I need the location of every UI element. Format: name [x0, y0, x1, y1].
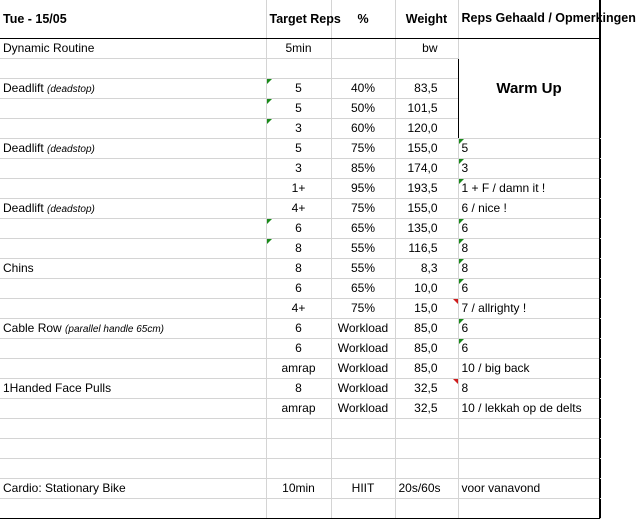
weight-cell[interactable]: [395, 418, 458, 438]
weight-cell[interactable]: [395, 238, 458, 258]
percent-cell[interactable]: [331, 238, 395, 258]
weight-cell-value: 116,5: [408, 241, 438, 256]
table-row: [0, 238, 600, 258]
exercise-cell[interactable]: [0, 398, 266, 418]
reps-done-cell[interactable]: [458, 398, 600, 418]
weight-cell[interactable]: [395, 478, 458, 498]
target-reps-cell[interactable]: [266, 478, 331, 498]
target-reps-cell[interactable]: [266, 58, 331, 78]
reps-done-cell-value: 7 / allrighty !: [461, 301, 527, 316]
comment-marker-icon[interactable]: [267, 79, 272, 84]
header-day[interactable]: Tue - 15/05: [0, 0, 266, 38]
reps-done-cell[interactable]: [458, 278, 600, 298]
weight-cell-value: 8,3: [420, 261, 438, 276]
reps-done-cell-value: 8: [461, 381, 469, 396]
exercise-name: Deadlift: [3, 141, 44, 156]
reps-done-cell[interactable]: [458, 218, 600, 238]
weight-cell-value: 10,0: [414, 281, 438, 296]
percent-cell[interactable]: [331, 178, 395, 198]
target-reps-cell[interactable]: [266, 178, 331, 198]
exercise-cell[interactable]: [0, 238, 266, 258]
percent-cell-value: Workload: [337, 361, 389, 376]
exercise-cell[interactable]: [0, 438, 266, 458]
target-reps-cell[interactable]: [266, 138, 331, 158]
weight-cell[interactable]: [395, 98, 458, 118]
reps-done-cell[interactable]: [458, 178, 600, 198]
weight-cell[interactable]: [395, 118, 458, 138]
exercise-cell[interactable]: [0, 158, 266, 178]
reps-done-cell-value: 10 / lekkah op de delts: [461, 401, 582, 416]
percent-cell-value: 60%: [350, 121, 376, 136]
target-reps-cell-value: 5: [295, 141, 302, 156]
exercise-cell[interactable]: [0, 358, 266, 378]
exercise-note: (parallel handle 65cm): [65, 324, 164, 336]
percent-cell[interactable]: [331, 378, 395, 398]
exercise-cell[interactable]: [0, 98, 266, 118]
header-weight[interactable]: Weight: [395, 0, 458, 38]
weight-cell-value: 85,0: [414, 361, 438, 376]
table-row: [0, 378, 600, 398]
reps-done-cell-value: 1 + F / damn it !: [461, 181, 546, 196]
target-reps-cell[interactable]: [266, 338, 331, 358]
reps-done-cell-value: 6: [461, 321, 469, 336]
percent-cell[interactable]: [331, 218, 395, 238]
table-row: [0, 318, 600, 338]
weight-cell-value: 20s/60s: [398, 481, 441, 496]
exercise-note: (deadstop): [47, 204, 95, 216]
reps-done-cell[interactable]: [458, 438, 600, 458]
target-reps-cell-value: 8: [295, 261, 302, 276]
weight-cell-value: 32,5: [414, 381, 438, 396]
percent-cell-value: 75%: [350, 141, 376, 156]
percent-cell[interactable]: [331, 498, 395, 518]
comment-marker-icon[interactable]: [459, 279, 464, 284]
reps-done-cell-value: 10 / big back: [461, 361, 530, 376]
reps-done-cell-value: voor vanavond: [461, 481, 541, 496]
table-row: [0, 498, 600, 518]
table-row: [0, 358, 600, 378]
weight-cell-value: 85,0: [414, 321, 438, 336]
table-row: [0, 138, 600, 158]
weight-cell-value: 193,5: [407, 181, 438, 196]
weight-cell[interactable]: [395, 498, 458, 518]
weight-cell[interactable]: [395, 38, 458, 58]
exercise-name: Deadlift: [3, 81, 44, 96]
reps-done-cell-value: 3: [461, 161, 469, 176]
percent-cell[interactable]: [331, 118, 395, 138]
reps-done-cell[interactable]: [458, 358, 600, 378]
target-reps-cell[interactable]: [266, 458, 331, 478]
reps-done-cell[interactable]: [458, 318, 600, 338]
percent-cell[interactable]: [331, 158, 395, 178]
reps-done-cell[interactable]: [458, 378, 600, 398]
weight-cell[interactable]: [395, 458, 458, 478]
exercise-name: 1Handed Face Pulls: [3, 381, 112, 396]
weight-cell[interactable]: [395, 378, 458, 398]
percent-cell[interactable]: [331, 138, 395, 158]
percent-cell-value: 40%: [350, 81, 376, 96]
comment-marker-icon[interactable]: [453, 379, 458, 384]
exercise-cell[interactable]: [0, 378, 266, 398]
target-reps-cell[interactable]: [266, 98, 331, 118]
target-reps-cell-value: 8: [295, 381, 302, 396]
target-reps-cell[interactable]: [266, 78, 331, 98]
exercise-cell[interactable]: [0, 58, 266, 78]
target-reps-cell[interactable]: [266, 158, 331, 178]
weight-cell[interactable]: [395, 318, 458, 338]
weight-cell-value: bw: [422, 41, 438, 56]
target-reps-cell-value: 6: [295, 321, 302, 336]
target-reps-cell-value: 4+: [291, 201, 306, 216]
exercise-cell[interactable]: [0, 458, 266, 478]
reps-done-cell[interactable]: [458, 158, 600, 178]
reps-done-cell-value: 8: [461, 241, 469, 256]
target-reps-cell[interactable]: [266, 198, 331, 218]
exercise-cell[interactable]: [0, 118, 266, 138]
weight-cell-value: 101,5: [407, 101, 438, 116]
target-reps-cell-value: 3: [295, 161, 302, 176]
comment-marker-icon[interactable]: [459, 179, 464, 184]
reps-done-cell-value: 6: [461, 281, 469, 296]
reps-done-cell[interactable]: [458, 478, 600, 498]
target-reps-cell[interactable]: [266, 498, 331, 518]
comment-marker-icon[interactable]: [459, 239, 464, 244]
percent-cell-value: 65%: [350, 281, 376, 296]
weight-cell-value: 83,5: [414, 81, 438, 96]
weight-cell[interactable]: [395, 258, 458, 278]
table-row: [0, 438, 600, 458]
target-reps-cell-value: amrap: [281, 401, 316, 416]
table-row: [0, 218, 600, 238]
comment-marker-icon[interactable]: [267, 219, 272, 224]
reps-done-cell-value: 6: [461, 221, 469, 236]
table-row: [0, 38, 600, 58]
target-reps-cell[interactable]: [266, 298, 331, 318]
reps-done-cell[interactable]: [458, 418, 600, 438]
percent-cell-value: 55%: [350, 241, 376, 256]
target-reps-cell[interactable]: [266, 418, 331, 438]
exercise-cell[interactable]: [0, 338, 266, 358]
percent-cell[interactable]: [331, 198, 395, 218]
comment-marker-icon[interactable]: [459, 219, 464, 224]
reps-done-cell-value: 6: [461, 341, 469, 356]
percent-cell-value: HIIT: [351, 481, 375, 496]
weight-cell[interactable]: [395, 278, 458, 298]
table-row: [0, 478, 600, 498]
weight-cell-value: 135,0: [407, 221, 438, 236]
target-reps-cell-value: amrap: [281, 361, 316, 376]
table-row: [0, 178, 600, 198]
weight-cell[interactable]: [395, 338, 458, 358]
target-reps-cell-value: 6: [295, 341, 302, 356]
target-reps-cell[interactable]: [266, 378, 331, 398]
percent-cell-value: 95%: [350, 181, 376, 196]
reps-done-cell[interactable]: [458, 298, 600, 318]
percent-cell-value: Workload: [337, 401, 389, 416]
header-reps-done[interactable]: Reps Gehaald / Opmerkingen: [458, 0, 600, 38]
exercise-cell[interactable]: [0, 218, 266, 238]
target-reps-cell[interactable]: [266, 118, 331, 138]
percent-cell-value: 85%: [350, 161, 376, 176]
target-reps-cell[interactable]: [266, 318, 331, 338]
reps-done-cell[interactable]: [458, 138, 600, 158]
reps-done-cell[interactable]: [458, 458, 600, 478]
percent-cell-value: Workload: [337, 321, 389, 336]
weight-cell[interactable]: [395, 298, 458, 318]
percent-cell[interactable]: [331, 418, 395, 438]
table-row: [0, 258, 600, 278]
table-row: [0, 278, 600, 298]
target-reps-cell-value: 5: [295, 81, 302, 96]
target-reps-cell[interactable]: [266, 278, 331, 298]
percent-cell-value: 50%: [350, 101, 376, 116]
header-row: [0, 0, 600, 38]
exercise-cell[interactable]: [0, 258, 266, 278]
exercise-cell[interactable]: [0, 318, 266, 338]
percent-cell[interactable]: [331, 478, 395, 498]
comment-marker-icon[interactable]: [267, 119, 272, 124]
target-reps-cell[interactable]: [266, 38, 331, 58]
header-target-reps[interactable]: Target Reps: [266, 0, 331, 38]
percent-cell-value: 55%: [350, 261, 376, 276]
exercise-cell[interactable]: [0, 138, 266, 158]
weight-cell[interactable]: [395, 358, 458, 378]
exercise-cell[interactable]: [0, 178, 266, 198]
reps-done-cell[interactable]: [458, 338, 600, 358]
percent-cell-value: 75%: [350, 301, 376, 316]
reps-done-cell-value: 6 / nice !: [461, 201, 507, 216]
comment-marker-icon[interactable]: [267, 239, 272, 244]
weight-cell-value: 120,0: [407, 121, 438, 136]
exercise-cell[interactable]: [0, 498, 266, 518]
percent-cell[interactable]: [331, 58, 395, 78]
exercise-name: Dynamic Routine: [3, 41, 95, 56]
target-reps-cell-value: 1+: [291, 181, 306, 196]
weight-cell[interactable]: [395, 138, 458, 158]
target-reps-cell-value: 4+: [291, 301, 306, 316]
percent-cell[interactable]: [331, 38, 395, 58]
table-row: [0, 338, 600, 358]
weight-cell[interactable]: [395, 58, 458, 78]
percent-cell[interactable]: [331, 298, 395, 318]
percent-cell[interactable]: [331, 78, 395, 98]
reps-done-cell-value: 5: [461, 141, 469, 156]
target-reps-cell-value: 6: [295, 281, 302, 296]
exercise-cell[interactable]: [0, 198, 266, 218]
target-reps-cell-value: 6: [295, 221, 302, 236]
percent-cell[interactable]: [331, 338, 395, 358]
table-row: [0, 398, 600, 418]
exercise-cell[interactable]: [0, 478, 266, 498]
weight-cell[interactable]: [395, 178, 458, 198]
table-row: [0, 158, 600, 178]
percent-cell-value: Workload: [337, 341, 389, 356]
percent-cell-value: Workload: [337, 381, 389, 396]
target-reps-cell-value: 8: [295, 241, 302, 256]
exercise-cell[interactable]: [0, 38, 266, 58]
target-reps-cell[interactable]: [266, 358, 331, 378]
target-reps-cell[interactable]: [266, 258, 331, 278]
percent-cell[interactable]: [331, 258, 395, 278]
percent-cell-value: 65%: [350, 221, 376, 236]
table-row: [0, 418, 600, 438]
percent-cell[interactable]: [331, 458, 395, 478]
target-reps-cell-value: 3: [295, 121, 302, 136]
comment-marker-icon[interactable]: [267, 99, 272, 104]
exercise-cell[interactable]: [0, 278, 266, 298]
target-reps-cell[interactable]: [266, 218, 331, 238]
comment-marker-icon[interactable]: [459, 139, 464, 144]
weight-cell-value: 32,5: [414, 401, 438, 416]
weight-cell[interactable]: [395, 438, 458, 458]
weight-cell-value: 85,0: [414, 341, 438, 356]
table-row: [0, 298, 600, 318]
comment-marker-icon[interactable]: [453, 299, 458, 304]
percent-cell[interactable]: [331, 98, 395, 118]
reps-done-cell[interactable]: [458, 258, 600, 278]
exercise-cell[interactable]: [0, 418, 266, 438]
percent-cell-value: 75%: [350, 201, 376, 216]
target-reps-cell[interactable]: [266, 398, 331, 418]
weight-cell-value: 155,0: [407, 141, 438, 156]
percent-cell[interactable]: [331, 438, 395, 458]
target-reps-cell-value: 5min: [285, 41, 312, 56]
comment-marker-icon[interactable]: [459, 319, 464, 324]
weight-cell[interactable]: [395, 218, 458, 238]
exercise-note: (deadstop): [47, 84, 95, 96]
table-row: [0, 458, 600, 478]
weight-cell-value: 174,0: [407, 161, 438, 176]
weight-cell[interactable]: [395, 398, 458, 418]
reps-done-cell[interactable]: [458, 498, 600, 518]
target-reps-cell-value: 5: [295, 101, 302, 116]
reps-done-cell-value: 8: [461, 261, 469, 276]
weight-cell[interactable]: [395, 198, 458, 218]
percent-cell[interactable]: [331, 398, 395, 418]
exercise-name: Cable Row: [3, 321, 62, 336]
exercise-cell[interactable]: [0, 298, 266, 318]
comment-marker-icon[interactable]: [459, 339, 464, 344]
warmup-label[interactable]: Warm Up: [458, 38, 600, 138]
comment-marker-icon[interactable]: [459, 259, 464, 264]
exercise-name: Chins: [3, 261, 34, 276]
reps-done-cell[interactable]: [458, 198, 600, 218]
target-reps-cell-value: 10min: [282, 481, 315, 496]
weight-cell-value: 155,0: [407, 201, 438, 216]
table-row: [0, 198, 600, 218]
percent-cell[interactable]: [331, 278, 395, 298]
exercise-cell[interactable]: [0, 78, 266, 98]
weight-cell-value: 15,0: [414, 301, 438, 316]
reps-done-cell[interactable]: [458, 238, 600, 258]
target-reps-cell[interactable]: [266, 238, 331, 258]
weight-cell[interactable]: [395, 78, 458, 98]
exercise-note: (deadstop): [47, 144, 95, 156]
target-reps-cell[interactable]: [266, 438, 331, 458]
header-percent[interactable]: %: [331, 0, 395, 38]
percent-cell[interactable]: [331, 358, 395, 378]
weight-cell[interactable]: [395, 158, 458, 178]
percent-cell[interactable]: [331, 318, 395, 338]
comment-marker-icon[interactable]: [459, 159, 464, 164]
exercise-name: Deadlift: [3, 201, 44, 216]
exercise-name: Cardio: Stationary Bike: [3, 481, 126, 496]
